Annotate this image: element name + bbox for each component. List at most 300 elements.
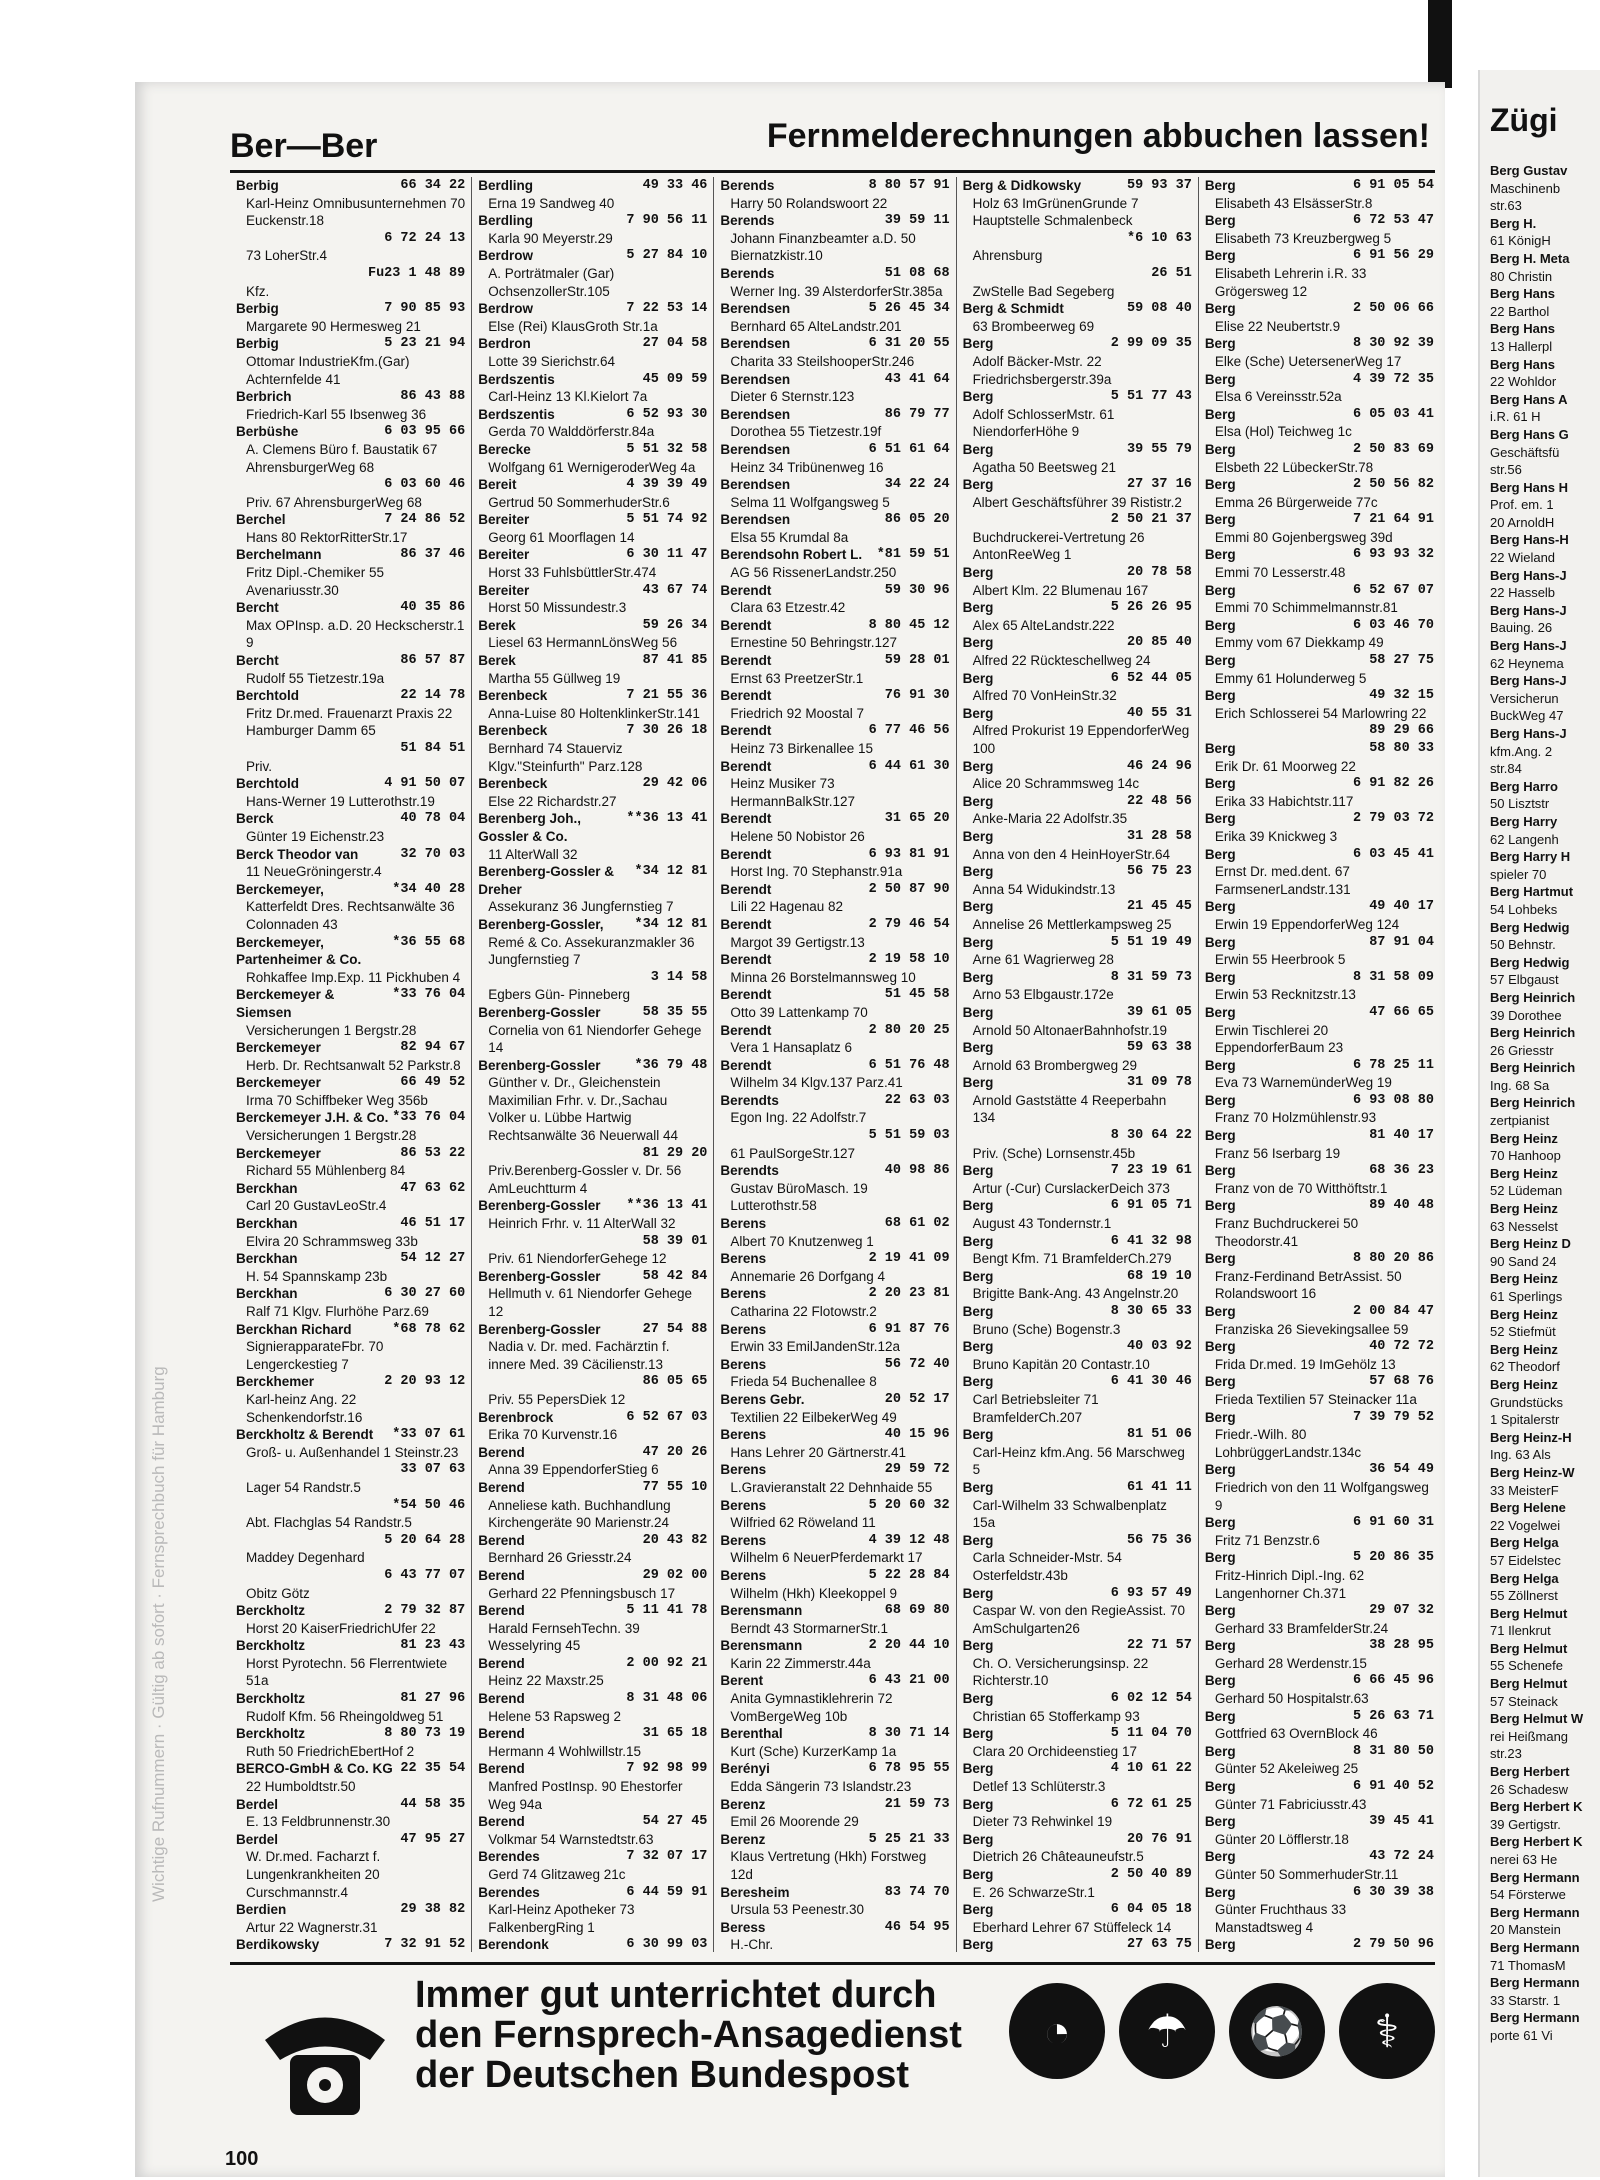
listing-address: H. 54 Spannskamp 23b	[246, 1268, 388, 1284]
listing-name: Berends	[720, 213, 775, 229]
listing-address: Werner Ing. 39 AlsterdorferStr.385a	[730, 283, 943, 299]
listing-name: Berg	[962, 793, 994, 809]
facing-page-line: 71 ThomasM	[1490, 1957, 1566, 1973]
listing-address: Günter 71 Fabriciusstr.43	[1214, 1796, 1367, 1812]
listing-phone: 51 08 68	[884, 265, 950, 281]
listing-address: Volkmar 54 Warnstedtstr.63	[488, 1831, 654, 1847]
listing-entry	[478, 687, 707, 722]
listing-address: Franz-Ferdinand BetrAssist. 50 Rolandswoort 16	[1214, 1268, 1402, 1302]
listing-address: A. Clemens Büro f. Baustatik 67 AhrensburgerWeg 68	[246, 441, 438, 475]
listing-name: Berendes	[478, 1849, 540, 1865]
listing-address: Carla Schneider-Mstr. 54 Osterfeldstr.43b	[972, 1550, 1122, 1583]
listing-name: Berg	[1204, 1779, 1236, 1795]
facing-page-line: Berg Heinz D	[1490, 1236, 1571, 1252]
listing-name: Berent	[720, 1673, 764, 1689]
listing-entry	[720, 1162, 949, 1215]
listing-name: Berg	[962, 1233, 994, 1249]
listing-address: Hans 80 RektorRitterStr.17	[246, 529, 408, 545]
facing-page-line: porte 61 Vi	[1490, 2027, 1553, 2043]
listing-address: Emil 26 Moorende 29	[730, 1814, 859, 1830]
facing-page-line: Berg Heinrich	[1490, 1060, 1576, 1076]
listing-name: Berendsen	[720, 441, 791, 457]
listing-name: Berckholtz & Berendt	[236, 1427, 374, 1443]
listing-phone: 39 61 05	[1127, 1004, 1192, 1020]
listing-name: Berg	[1204, 934, 1236, 950]
listing-phone: 20 76 91	[1127, 1831, 1192, 1847]
listing-entry	[1205, 1936, 1434, 1952]
listing-entry	[478, 1884, 707, 1937]
listing-address: Ernestine 50 Behringstr.127	[730, 635, 898, 651]
listing-address: ZwStelle Bad Segeberg	[972, 283, 1115, 299]
advertisement-line-1: Immer gut unterrichtet durch	[415, 1974, 937, 2016]
listing-phone: 6 04 05 18	[1110, 1902, 1192, 1918]
listing-name: Berensmann	[720, 1603, 803, 1619]
listing-phone: 40 03 92	[1127, 1339, 1192, 1355]
listing-address: Horst 50 Missundestr.3	[488, 600, 627, 616]
listing-entry	[236, 1831, 465, 1901]
listing-entry	[720, 212, 949, 265]
listing-name: Berckholtz	[236, 1691, 306, 1707]
listing-entry	[1205, 969, 1434, 1004]
listing-name: Berendt	[720, 688, 772, 704]
listing-address: 63 Brombeerweg 69	[972, 318, 1095, 334]
listing-address: Lotte 39 Sierichstr.64	[488, 353, 616, 369]
facing-page-line: 20 Manstein	[1490, 1922, 1561, 1938]
listing-name: Berens	[720, 1497, 767, 1513]
listing-name: Berckemeyer,	[236, 881, 324, 897]
listing-phone: 81 27 96	[400, 1691, 466, 1707]
listing-phone: **36 13 41	[626, 811, 708, 827]
listing-name: Berg	[1204, 547, 1236, 563]
facing-page-line: Berg Hans	[1490, 356, 1556, 372]
listing-entry	[963, 1268, 1192, 1303]
listing-entry	[720, 1672, 949, 1725]
listing-entry	[963, 1162, 1192, 1197]
listing-columns	[230, 177, 1440, 1952]
facing-page-line: rei Heißmang	[1490, 1728, 1569, 1744]
listing-address: Buchdruckerei-Vertretung 26 AntonReeWeg 1	[972, 529, 1145, 563]
listing-entry	[963, 1303, 1192, 1338]
listing-address: Karl-Heinz Apotheker 73 FalkenbergRing 1	[488, 1902, 635, 1935]
listing-phone: 34 22 24	[884, 477, 950, 493]
listing-phone: 6 72 24 13	[384, 230, 466, 246]
listing-address: Dieter 73 Rehwinkel 19	[972, 1814, 1113, 1830]
listing-address: Anita Gymnastiklehrerin 72 VomBergeWeg 10b	[730, 1691, 893, 1724]
facing-page-line: Berg Hans	[1490, 286, 1556, 302]
listing-address: Gerda 70 Walddörferstr.84a	[488, 424, 655, 440]
listing-name: Berensmann	[720, 1638, 803, 1654]
listing-phone: 27 54 88	[642, 1321, 708, 1337]
listing-address: Annelise 26 Mettlerkampsweg 25	[972, 916, 1172, 932]
listing-entry	[963, 1074, 1192, 1127]
listing-name: Berg	[1204, 178, 1236, 193]
listing-name: Berenberg-Gossler	[478, 1321, 601, 1337]
listing-phone: 68 19 10	[1127, 1268, 1192, 1284]
listing-address: Gerhard 22 Pfenningsbusch 17	[488, 1585, 676, 1601]
listing-phone: 40 72 72	[1369, 1339, 1435, 1355]
listing-phone: 54 27 45	[642, 1814, 708, 1830]
listing-phone: 32 70 03	[400, 846, 466, 862]
listing-phone: 20 43 82	[642, 1532, 708, 1548]
listing-address: Elise 22 Neubertstr.9	[1214, 318, 1341, 334]
listing-name: Berends	[720, 178, 775, 193]
listing-name: Berenthal	[720, 1726, 783, 1742]
listing-entry	[963, 177, 1192, 230]
listing-phone: 2 00 84 47	[1353, 1304, 1435, 1319]
listing-phone: 8 80 57 91	[868, 178, 950, 193]
listing-name: Berg	[1204, 248, 1236, 264]
listing-phone: *81 59 51	[876, 547, 950, 563]
listing-entry	[720, 687, 949, 722]
listing-address: Ernst 63 PreetzerStr.1	[730, 670, 864, 686]
listing-name: BERCO-GmbH & Co. KG	[236, 1761, 393, 1777]
listing-address: Groß- u. Außenhandel 1 Steinstr.23	[246, 1444, 459, 1460]
advertisement-text	[415, 1975, 962, 2095]
listing-name: Berg	[1204, 1339, 1236, 1355]
listing-name: Berckhan	[236, 1251, 298, 1267]
listing-name: Berg	[1204, 1603, 1236, 1619]
listing-phone: 5 25 21 33	[868, 1831, 950, 1847]
facing-page-line: 80 Christin	[1490, 268, 1553, 284]
listing-address: Kurt (Sche) KurzerKamp 1a	[730, 1743, 897, 1759]
listing-name: Berendt	[720, 846, 772, 862]
listing-entry	[478, 1479, 707, 1532]
listing-address: Karin 22 Zimmerstr.44a	[730, 1655, 871, 1671]
listing-name: Berg	[962, 1374, 994, 1390]
listing-name: Berendt	[720, 1057, 772, 1073]
listing-entry	[963, 758, 1192, 793]
facing-page-line: Berg Hans	[1490, 321, 1556, 337]
listing-name: Berbüshe	[236, 424, 299, 440]
facing-page-line: Berg Heinrich	[1490, 1095, 1576, 1111]
listing-address: Lili 22 Hagenau 82	[730, 899, 843, 915]
listing-name: Berg	[962, 1867, 994, 1882]
listing-phone: 6 30 99 03	[626, 1937, 708, 1952]
listing-name: Berens	[720, 1462, 767, 1478]
listing-entry	[478, 1567, 707, 1602]
listing-name: Berg	[1204, 406, 1236, 422]
listing-name: Berchtold	[236, 688, 300, 704]
listing-phone: 86 05 20	[884, 512, 950, 528]
listing-entry	[720, 986, 949, 1021]
listing-phone: 2 79 03 72	[1353, 811, 1435, 827]
listing-name: Berens	[720, 1321, 767, 1337]
listing-phone: 7 90 56 11	[626, 213, 708, 229]
listing-entry	[236, 300, 465, 335]
book-spine	[1428, 0, 1452, 88]
listing-phone: 6 51 76 48	[868, 1057, 950, 1073]
listing-name: Berckhan Richard	[236, 1321, 352, 1337]
facing-page-line: 1 Spitalerstr	[1490, 1412, 1560, 1428]
listing-entry	[478, 511, 707, 546]
listing-entry	[478, 617, 707, 652]
listing-phone: 4 91 50 07	[384, 776, 466, 792]
listing-name: Berenz	[720, 1796, 766, 1812]
listing-phone: 2 99 09 35	[1110, 336, 1192, 352]
listing-name: Berendsen	[720, 371, 791, 387]
telephone-icon	[250, 1985, 400, 2135]
listing-address: Ch. O. Versicherungsinsp. 22 Richterstr.10	[972, 1655, 1149, 1689]
listing-name: Berbig	[236, 301, 279, 317]
listing-phone: 4 39 39 49	[626, 477, 708, 493]
listing-address: Gertrud 50 SommerhuderStr.6	[488, 494, 670, 510]
listing-address: Friedrich von den 11 Wolfgangsweg 9	[1214, 1479, 1429, 1513]
listing-entry	[478, 1145, 707, 1198]
listing-name: Berendt	[720, 811, 772, 827]
listing-phone: *68 78 62	[392, 1321, 466, 1337]
listing-address: Elisabeth Lehrerin i.R. 33 Grögersweg 12	[1214, 265, 1367, 299]
listing-name: Berg	[962, 1198, 994, 1214]
listing-name: Berendts	[720, 1163, 779, 1179]
listing-entry	[236, 1180, 465, 1215]
listing-entry	[236, 1760, 465, 1795]
listing-address: Franz Buchdruckerei 50 Theodorstr.41	[1214, 1216, 1359, 1249]
listing-phone: 27 04 58	[642, 336, 708, 352]
facing-page-line: str.84	[1490, 761, 1522, 777]
listing-phone: 46 54 95	[884, 1919, 950, 1935]
listing-entry	[1205, 810, 1434, 845]
listing-address: Arne 61 Wagrierweg 28	[972, 952, 1114, 968]
listing-phone: 46 51 17	[400, 1216, 466, 1232]
listing-entry	[1205, 212, 1434, 247]
listing-name: Berg	[1204, 582, 1236, 598]
listing-phone: 46 24 96	[1127, 758, 1192, 774]
listing-name: Berg	[1204, 1814, 1236, 1830]
listing-phone: 5 26 63 71	[1353, 1708, 1435, 1724]
facing-page-line: 33 Starstr. 1	[1490, 1992, 1561, 2008]
listing-entry	[720, 582, 949, 617]
listing-name: Berenberg-Gossler	[478, 1268, 601, 1284]
listing-address: Wolfgang 61 WernigeroderWeg 4a	[488, 459, 696, 475]
listing-address: Carl-Wilhelm 33 Schwalbenplatz 15a	[972, 1497, 1167, 1531]
listing-address: Priv.	[246, 758, 272, 774]
listing-entry	[236, 546, 465, 599]
listing-phone: 6 72 53 47	[1353, 213, 1435, 229]
listing-address: Cornelia von 61 Niendorfer Gehege 14	[488, 1022, 702, 1056]
facing-page-line: 62 Heynema	[1490, 655, 1564, 671]
listing-entry	[478, 1936, 707, 1952]
listing-address: Gottfried 63 OvernBlock 46	[1214, 1726, 1378, 1742]
listing-entry	[478, 1057, 707, 1145]
listing-phone: 6 52 44 05	[1110, 670, 1192, 686]
listing-address: Minna 26 Borstelmannsweg 10	[730, 969, 916, 985]
facing-page-line: Berg Gustav	[1490, 163, 1568, 178]
facing-page-line: Berg Hermann	[1490, 1975, 1580, 1991]
listing-address: 61 PaulSorgeStr.127	[730, 1145, 855, 1161]
listing-phone: 22 14 78	[400, 688, 466, 704]
listing-address: Agatha 50 Beetsweg 21	[972, 459, 1116, 475]
listing-address: Karl-heinz Ang. 22 Schenkendorfstr.16	[246, 1391, 363, 1425]
listing-entry	[478, 969, 707, 1004]
listing-name: Berg	[962, 899, 994, 915]
listing-entry	[720, 881, 949, 916]
listing-phone: 8 31 80 50	[1353, 1743, 1435, 1759]
facing-page-line: Berg Harry	[1490, 813, 1558, 829]
listing-address: Alfred 22 Rückteschellweg 24	[972, 653, 1151, 669]
listing-name: Berg	[962, 1304, 994, 1319]
listing-entry	[1205, 1338, 1434, 1373]
listing-address: Günter 20 Löfflerstr.18	[1214, 1831, 1349, 1847]
listing-name: Berg	[962, 1726, 994, 1742]
listing-entry	[720, 1092, 949, 1127]
listing-name: Berg	[962, 1075, 994, 1091]
listing-name: Berenberg-Gossler	[478, 1198, 601, 1214]
listing-phone: 2 50 56 82	[1353, 477, 1435, 493]
listing-entry	[720, 1796, 949, 1831]
listing-column-5	[1199, 177, 1440, 1952]
listing-name: Berend	[478, 1532, 525, 1548]
listing-address: Emma 26 Bürgerweide 77c	[1214, 494, 1378, 510]
listing-entry	[236, 1936, 465, 1952]
listing-entry	[963, 1479, 1192, 1532]
listing-name: Berg	[962, 477, 994, 493]
listing-phone: 47 63 62	[400, 1180, 466, 1196]
listing-name: Berenberg-Gossler & Dreher	[478, 864, 614, 897]
listing-entry	[236, 1901, 465, 1936]
listing-entry	[236, 388, 465, 423]
listing-address: Alex 65 AlteLandstr.222	[972, 617, 1115, 633]
facing-page-line: str.56	[1490, 462, 1522, 478]
listing-phone: 2 79 46 54	[868, 916, 950, 932]
listing-address: Heinz 22 Maxstr.25	[488, 1673, 604, 1689]
listing-entry	[236, 1725, 465, 1760]
listing-name: Berg	[962, 1339, 994, 1355]
listing-phone: 6 93 08 80	[1353, 1092, 1435, 1108]
listing-name: Berendsen	[720, 406, 791, 422]
listing-name: Berendsen	[720, 477, 791, 493]
listing-name: Berg	[1204, 1409, 1236, 1425]
listing-entry	[720, 951, 949, 986]
listing-address: Günter 19 Eichenstr.23	[246, 828, 385, 844]
listing-entry	[720, 265, 949, 300]
listing-entry	[963, 1039, 1192, 1074]
listing-phone: 6 31 20 55	[868, 336, 950, 352]
listing-entry	[478, 406, 707, 441]
listing-address: Bernhard 26 Griesstr.24	[488, 1550, 632, 1566]
listing-phone: 40 15 96	[884, 1427, 950, 1443]
facing-page-line: Berg Helmut	[1490, 1605, 1568, 1621]
listing-address: Franz 56 Iserbarg 19	[1214, 1145, 1341, 1161]
listing-name: Berdrow	[478, 248, 533, 264]
listing-address: Egon Ing. 22 Adolfstr.7	[730, 1110, 867, 1126]
listing-entry	[236, 1215, 465, 1250]
listing-name: Berg	[1204, 811, 1236, 827]
facing-page-line: Berg Herbert K	[1490, 1799, 1583, 1815]
listing-name: Berdszentis	[478, 406, 555, 422]
facing-page-line: 26 Griesstr	[1490, 1042, 1554, 1058]
facing-page-line: Berg Herbert	[1490, 1764, 1570, 1780]
facing-page-line: Berg Hermann	[1490, 1869, 1580, 1885]
listing-name: Berg	[962, 864, 994, 880]
listing-phone: 27 63 75	[1127, 1937, 1192, 1952]
listing-address: Dieter 6 Sternstr.123	[730, 389, 855, 405]
listing-name: Berg	[1204, 213, 1236, 229]
listing-phone: 29 38 82	[400, 1902, 466, 1918]
facing-page-line: Prof. em. 1	[1490, 497, 1554, 513]
listing-name: Berckemeyer	[236, 1075, 321, 1091]
listing-phone: 5 51 74 92	[626, 512, 708, 528]
listing-address: Versicherungen 1 Bergstr.28	[246, 1022, 417, 1038]
facing-page-line: 54 Lohbeks	[1490, 901, 1558, 917]
listing-entry	[236, 265, 465, 300]
listing-phone: 87 91 04	[1369, 934, 1435, 950]
listing-name: Berg	[962, 336, 994, 352]
listing-phone: 6 93 57 49	[1110, 1585, 1192, 1601]
listing-name: Berg	[1204, 776, 1236, 792]
listing-address: Christian 65 Stofferkamp 93	[972, 1708, 1140, 1724]
listing-name: Berg	[962, 758, 994, 774]
listing-entry	[1205, 335, 1434, 370]
listing-phone: 5 51 77 43	[1110, 389, 1192, 405]
listing-phone: 6 41 30 46	[1110, 1374, 1192, 1390]
listing-phone: 6 30 39 38	[1353, 1884, 1435, 1900]
listing-name: Berg	[962, 1796, 994, 1812]
facing-page-line: 62 Theodorf	[1490, 1359, 1560, 1375]
listing-entry	[478, 1321, 707, 1374]
listing-entry	[1205, 1409, 1434, 1462]
listing-phone: 6 30 11 47	[626, 547, 708, 563]
facing-page-line: Berg Hartmut	[1490, 884, 1574, 900]
listing-entry	[478, 300, 707, 335]
listing-entry	[720, 722, 949, 757]
listing-address: Hans Lehrer 20 Gärtnerstr.41	[730, 1444, 906, 1460]
listing-name: Berckemeyer	[236, 1145, 321, 1161]
listing-phone: 4 39 72 35	[1353, 371, 1435, 387]
listing-phone: 58 35 55	[642, 1004, 708, 1020]
facing-page-line: Berg Harro	[1490, 778, 1558, 794]
listing-phone: 86 43 88	[400, 389, 466, 405]
facing-page-line: 61 KönigH	[1490, 233, 1551, 249]
listing-name: Berg	[1204, 1708, 1236, 1724]
listing-entry	[1205, 1197, 1434, 1250]
listing-name: Berg	[1204, 741, 1236, 756]
listing-entry	[1205, 511, 1434, 546]
listing-phone: 2 20 44 10	[868, 1638, 950, 1654]
listing-entry	[236, 1285, 465, 1320]
facing-page-heading: Zügi	[1490, 102, 1558, 138]
listing-entry	[1205, 1092, 1434, 1127]
listing-phone: 6 93 81 91	[868, 846, 950, 862]
facing-page-line: Berg Hermann	[1490, 2010, 1580, 2026]
listing-address: Horst 33 FuhlsbüttlerStr.474	[488, 565, 657, 581]
listing-entry	[1205, 740, 1434, 775]
listing-address: Maddey Degenhard	[246, 1550, 365, 1566]
listing-address: Annemarie 26 Dorfgang 4	[730, 1268, 886, 1284]
listing-name: Berg & Schmidt	[962, 301, 1064, 317]
listing-entry	[1205, 1004, 1434, 1057]
listing-name: Berckemeyer & Siemsen	[236, 987, 335, 1020]
listing-address: Bengt Kfm. 71 BramfelderCh.279	[972, 1251, 1172, 1267]
listing-address: Carl Betriebsleiter 71 BramfelderCh.207	[972, 1391, 1099, 1425]
listing-entry	[478, 247, 707, 300]
listing-address: Clara 63 Etzestr.42	[730, 600, 846, 616]
listing-address: Friedrich-Karl 55 Ibsenweg 36	[246, 406, 427, 422]
listing-entry	[478, 546, 707, 581]
listing-phone: 31 09 78	[1127, 1075, 1192, 1091]
listing-column-3	[714, 177, 956, 1952]
listing-entry	[236, 1250, 465, 1285]
listing-address: Karla 90 Meyerstr.29	[488, 230, 613, 246]
listing-entry	[236, 1145, 465, 1180]
listing-entry	[720, 406, 949, 441]
listing-entry	[236, 687, 465, 740]
listing-phone: 47 20 26	[642, 1444, 708, 1460]
listing-name: Berens	[720, 1532, 767, 1548]
facing-page-line: 39 Gertigstr.	[1490, 1816, 1561, 1832]
facing-page-line: Berg Hermann	[1490, 1904, 1580, 1920]
listing-phone: 7 32 91 52	[384, 1937, 466, 1952]
facing-page-line: Berg Helmut W	[1490, 1711, 1584, 1727]
